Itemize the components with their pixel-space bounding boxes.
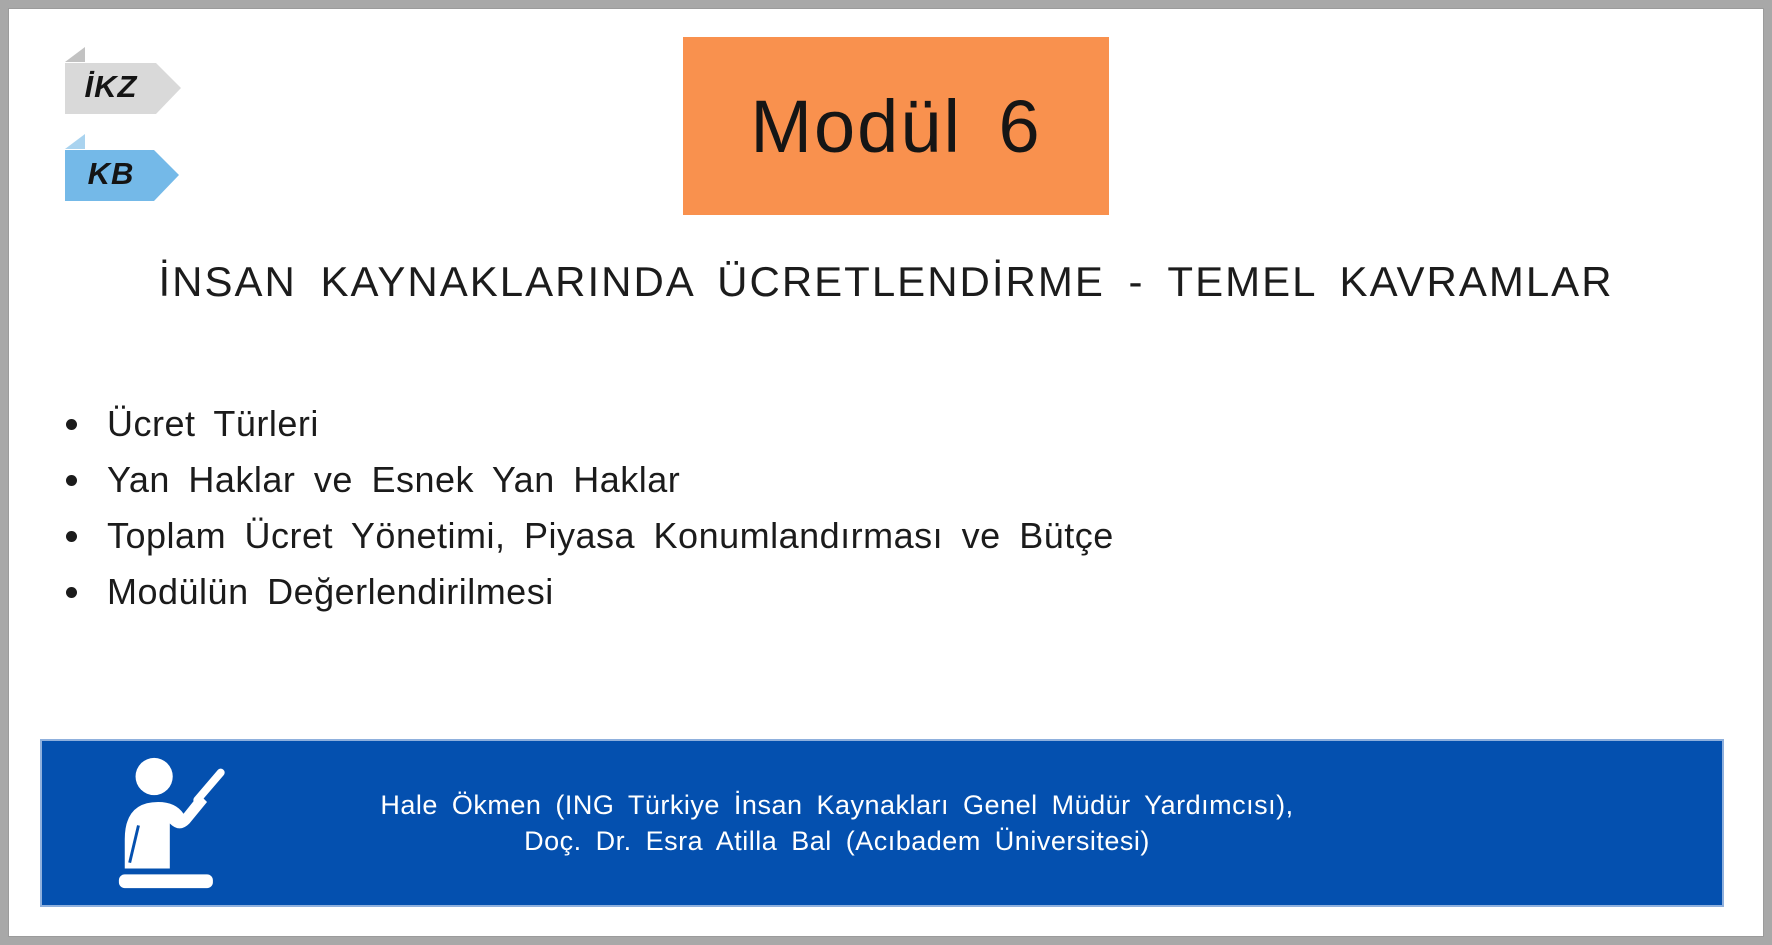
badge-ikz-label: İKZ xyxy=(84,69,138,104)
bullet-text: Modülün Değerlendirilmesi xyxy=(107,571,554,612)
footer-line-2: Doç. Dr. Esra Atilla Bal (Acıbadem Üniversitesi) xyxy=(524,826,1150,856)
bullet-dot xyxy=(66,587,77,598)
bullet-dot xyxy=(66,419,77,430)
bullet-dot xyxy=(66,531,77,542)
badge-ikz xyxy=(63,45,181,114)
bullet-item xyxy=(66,396,1114,452)
bullet-item xyxy=(66,452,1114,508)
footer-line-1: Hale Ökmen (ING Türkiye İnsan Kaynakları Genel Müdür Yardımcısı), xyxy=(380,790,1294,820)
bullet-dot xyxy=(66,475,77,486)
bullet-text: Toplam Ücret Yönetimi, Piyasa Konumlandırması ve Bütçe xyxy=(107,515,1114,556)
presenter-icon xyxy=(97,753,225,895)
slide xyxy=(8,8,1764,937)
bullet-list xyxy=(66,396,1114,620)
slide-title: İNSAN KAYNAKLARINDA ÜCRETLENDİRME - TEMEL KAVRAMLAR xyxy=(158,258,1614,305)
footer-text xyxy=(232,741,1442,905)
module-box xyxy=(683,37,1109,215)
footer-banner xyxy=(40,739,1724,907)
badge-kb-label: KB xyxy=(87,156,135,191)
bullet-item xyxy=(66,564,1114,620)
bullet-text: Ücret Türleri xyxy=(107,403,319,444)
badge-kb xyxy=(63,132,179,201)
bullet-item xyxy=(66,508,1114,564)
bullet-text: Yan Haklar ve Esnek Yan Haklar xyxy=(107,459,681,500)
module-label: Modül 6 xyxy=(750,84,1042,168)
